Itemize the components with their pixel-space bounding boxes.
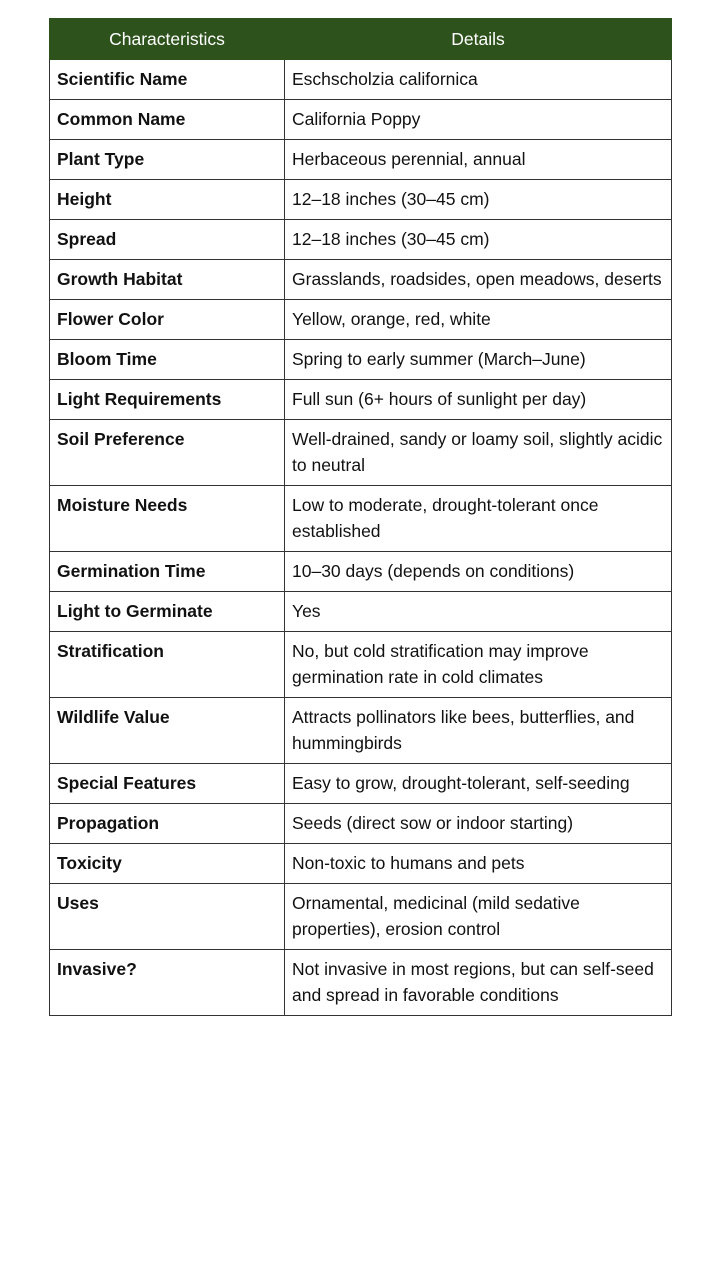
characteristic-cell: Bloom Time [50, 340, 285, 380]
table-row [50, 764, 672, 804]
table-row [50, 486, 672, 552]
characteristic-cell: Light Requirements [50, 380, 285, 420]
table-row [50, 380, 672, 420]
detail-cell: Not invasive in most regions, but can self-seed and spread in favorable conditions [285, 950, 672, 1016]
table-row [50, 950, 672, 1016]
characteristic-cell: Flower Color [50, 300, 285, 340]
header-details: Details [285, 19, 672, 60]
detail-cell: Full sun (6+ hours of sunlight per day) [285, 380, 672, 420]
detail-cell: California Poppy [285, 100, 672, 140]
table-row [50, 698, 672, 764]
detail-cell: 12–18 inches (30–45 cm) [285, 180, 672, 220]
table-row [50, 340, 672, 380]
table-row [50, 140, 672, 180]
detail-cell: Grasslands, roadsides, open meadows, deserts [285, 260, 672, 300]
plant-characteristics-table [49, 18, 672, 1016]
detail-cell: Seeds (direct sow or indoor starting) [285, 804, 672, 844]
characteristic-cell: Moisture Needs [50, 486, 285, 552]
table-row [50, 804, 672, 844]
table-header-row [50, 19, 672, 60]
table-row [50, 60, 672, 100]
characteristic-cell: Propagation [50, 804, 285, 844]
table-row [50, 100, 672, 140]
detail-cell: Attracts pollinators like bees, butterflies, and hummingbirds [285, 698, 672, 764]
detail-cell: Non-toxic to humans and pets [285, 844, 672, 884]
table-row [50, 552, 672, 592]
detail-cell: Yellow, orange, red, white [285, 300, 672, 340]
table-row [50, 300, 672, 340]
detail-cell: Easy to grow, drought-tolerant, self-seeding [285, 764, 672, 804]
table-row [50, 632, 672, 698]
table-row [50, 884, 672, 950]
characteristic-cell: Growth Habitat [50, 260, 285, 300]
table-row [50, 220, 672, 260]
characteristic-cell: Stratification [50, 632, 285, 698]
characteristic-cell: Toxicity [50, 844, 285, 884]
characteristic-cell: Spread [50, 220, 285, 260]
table-row [50, 844, 672, 884]
detail-cell: Spring to early summer (March–June) [285, 340, 672, 380]
characteristic-cell: Common Name [50, 100, 285, 140]
table-row [50, 592, 672, 632]
detail-cell: 10–30 days (depends on conditions) [285, 552, 672, 592]
detail-cell: Yes [285, 592, 672, 632]
characteristic-cell: Invasive? [50, 950, 285, 1016]
characteristic-cell: Light to Germinate [50, 592, 285, 632]
detail-cell: Ornamental, medicinal (mild sedative properties), erosion control [285, 884, 672, 950]
detail-cell: Herbaceous perennial, annual [285, 140, 672, 180]
table-body [50, 60, 672, 1016]
detail-cell: Well-drained, sandy or loamy soil, slightly acidic to neutral [285, 420, 672, 486]
characteristic-cell: Special Features [50, 764, 285, 804]
characteristic-cell: Germination Time [50, 552, 285, 592]
detail-cell: Eschscholzia californica [285, 60, 672, 100]
table-row [50, 420, 672, 486]
plant-characteristics-table-container [49, 18, 671, 1016]
characteristic-cell: Height [50, 180, 285, 220]
header-characteristics: Characteristics [50, 19, 285, 60]
characteristic-cell: Scientific Name [50, 60, 285, 100]
detail-cell: 12–18 inches (30–45 cm) [285, 220, 672, 260]
table-row [50, 180, 672, 220]
characteristic-cell: Plant Type [50, 140, 285, 180]
characteristic-cell: Soil Preference [50, 420, 285, 486]
table-header [50, 19, 672, 60]
characteristic-cell: Wildlife Value [50, 698, 285, 764]
detail-cell: No, but cold stratification may improve germination rate in cold climates [285, 632, 672, 698]
detail-cell: Low to moderate, drought-tolerant once established [285, 486, 672, 552]
characteristic-cell: Uses [50, 884, 285, 950]
table-row [50, 260, 672, 300]
